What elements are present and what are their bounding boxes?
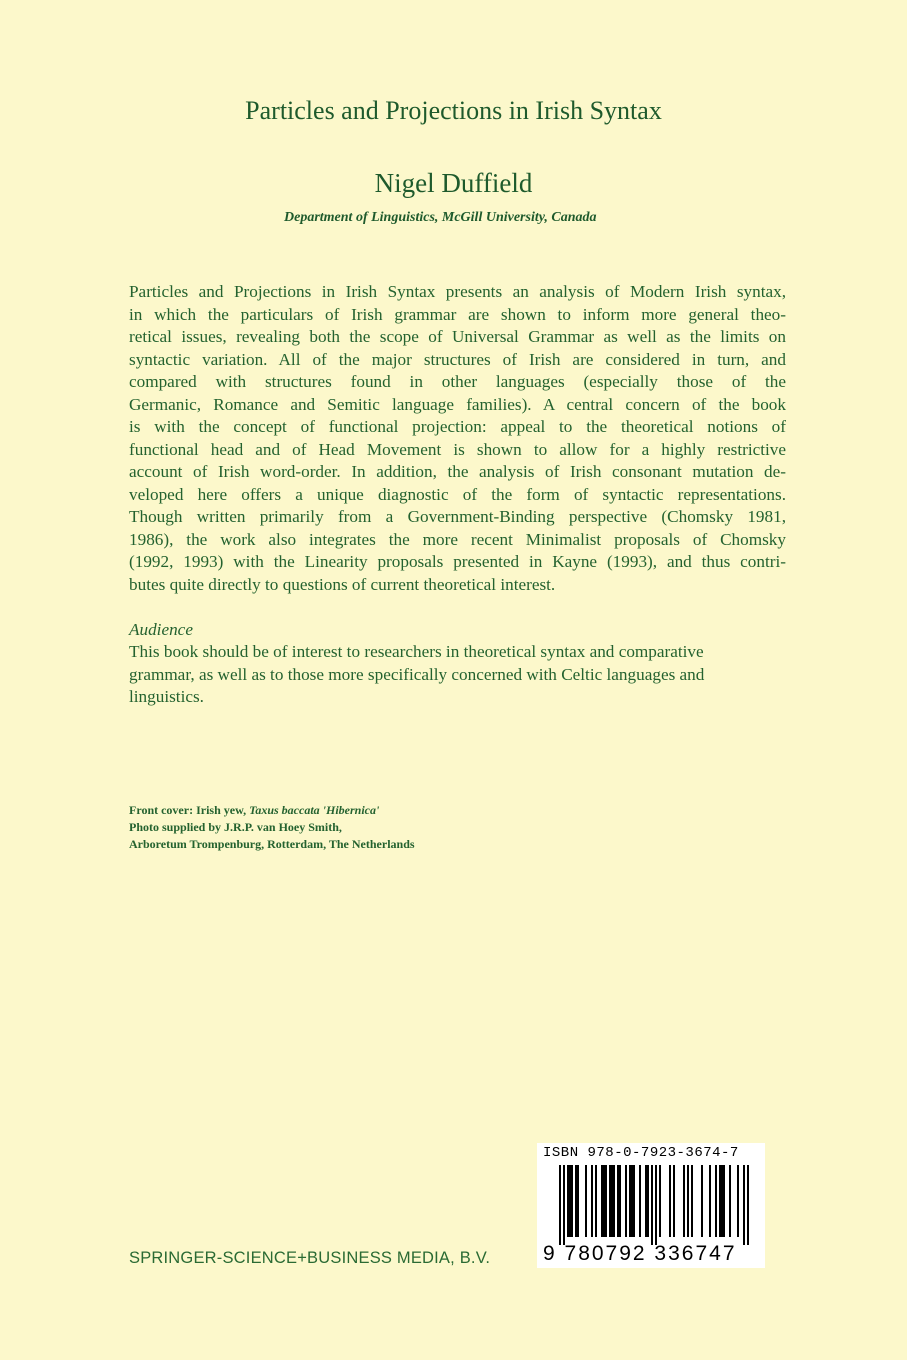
barcode-bar [571, 1165, 573, 1237]
barcode-bar [715, 1165, 717, 1237]
barcode-bar [617, 1165, 619, 1237]
description-line: is with the concept of functional projection: appeal to the theoretical notions of [129, 417, 786, 436]
barcode-bar [601, 1165, 603, 1237]
barcode-bar [605, 1165, 607, 1237]
barcode-bar [585, 1165, 587, 1237]
barcode-bar [619, 1165, 621, 1237]
barcode-bar [613, 1165, 615, 1237]
description-line: functional head and of Head Movement is shown to allow for a highly restrictive [129, 439, 786, 459]
description-line: compared with structures found in other languages (especially those of the [129, 372, 786, 391]
barcode-bar [563, 1165, 565, 1245]
audience-heading: Audience [129, 620, 193, 639]
barcode-bar [569, 1165, 571, 1237]
description-line: Germanic, Romance and Semitic language families). A central concern of the book [129, 394, 786, 414]
cover-credits [129, 802, 415, 853]
publisher-name: SPRINGER-SCIENCE+BUSINESS MEDIA, B.V. [129, 1249, 491, 1267]
barcode-bar [577, 1165, 579, 1237]
barcode-bar [647, 1165, 649, 1237]
barcode-bar [737, 1165, 739, 1237]
credit-cover-prefix: Front cover: Irish yew, [129, 803, 250, 817]
description-line: retical issues, revealing both the scope of Universal Grammar as well as the limits on [129, 327, 786, 346]
description-line: butes quite directly to questions of current theoretical interest. [129, 574, 556, 594]
barcode-bar [701, 1165, 703, 1237]
barcode-bar [559, 1165, 561, 1245]
barcode-bar [687, 1165, 689, 1237]
barcode-bar [719, 1165, 721, 1237]
description-line: syntactic variation. All of the major structures of Irish are considered in turn, and [129, 349, 786, 369]
barcode-bar [669, 1165, 671, 1237]
description-line: Particles and Projections in Irish Syntax presents an analysis of Modern Irish syntax, [129, 282, 786, 301]
isbn-barcode [537, 1143, 765, 1268]
credit-line-cover [129, 802, 415, 819]
author-name: Nigel Duffield [374, 168, 533, 198]
barcode-bar [639, 1165, 641, 1237]
barcode-digits: 9 780792 336747 [543, 1242, 737, 1265]
book-title: Particles and Projections in Irish Syntax [245, 96, 662, 125]
audience-line: grammar, as well as to those more specifically concerned with Celtic languages and [129, 664, 705, 684]
barcode-bar [591, 1165, 593, 1237]
barcode-bar [723, 1165, 725, 1237]
barcode-bar [603, 1165, 605, 1237]
barcode-bar [645, 1165, 647, 1237]
audience-line: linguistics. [129, 687, 204, 706]
credit-line-photo: Photo supplied by J.R.P. van Hoey Smith, [129, 820, 342, 834]
barcode-bar [709, 1165, 711, 1237]
barcode-bar [743, 1165, 745, 1245]
barcode-bar [655, 1165, 657, 1245]
barcode-bar [729, 1165, 731, 1237]
audience-line: This book should be of interest to researchers in theoretical syntax and comparative [129, 642, 704, 661]
barcode-bar [609, 1165, 611, 1237]
barcode-bar [747, 1165, 749, 1245]
barcode-bar [567, 1165, 569, 1237]
credit-line-arboretum: Arboretum Trompenburg, Rotterdam, The Netherlands [129, 837, 415, 851]
author-affiliation: Department of Linguistics, McGill University, Canada [284, 210, 597, 225]
barcode-bar [673, 1165, 675, 1237]
barcode-bar [683, 1165, 685, 1237]
barcode-bar [625, 1165, 627, 1237]
barcode-bar [651, 1165, 653, 1245]
description-line: account of Irish word-order. In addition, the analysis of Irish consonant mutation de- [129, 462, 786, 481]
description-line: (1992, 1993) with the Linearity proposals presented in Kayne (1993), and thus contri- [129, 552, 786, 571]
description-paragraph [129, 281, 786, 596]
barcode-bar [691, 1165, 693, 1237]
description-line: 1986), the work also integrates the more recent Minimalist proposals of Chomsky [129, 529, 786, 549]
description-line: in which the particulars of Irish grammar are shown to inform more general theo- [129, 304, 786, 324]
barcode-bar [631, 1165, 633, 1237]
audience-paragraph [129, 641, 786, 709]
credit-cover-species: Taxus baccata 'Hibernica' [249, 803, 380, 817]
barcode-bar [595, 1165, 597, 1237]
isbn-label: ISBN 978-0-7923-3674-7 [543, 1145, 739, 1161]
barcode-bar [629, 1165, 631, 1237]
barcode-bar [659, 1165, 661, 1237]
description-line: Though written primarily from a Government-Binding perspective (Chomsky 1981, [129, 507, 786, 526]
barcode-bar [611, 1165, 613, 1237]
barcode-bar [633, 1165, 635, 1237]
barcode-bar [575, 1165, 577, 1237]
barcode-bars [537, 1165, 765, 1245]
barcode-bar [721, 1165, 723, 1237]
description-line: veloped here offers a unique diagnostic of the form of syntactic representations. [129, 484, 786, 504]
